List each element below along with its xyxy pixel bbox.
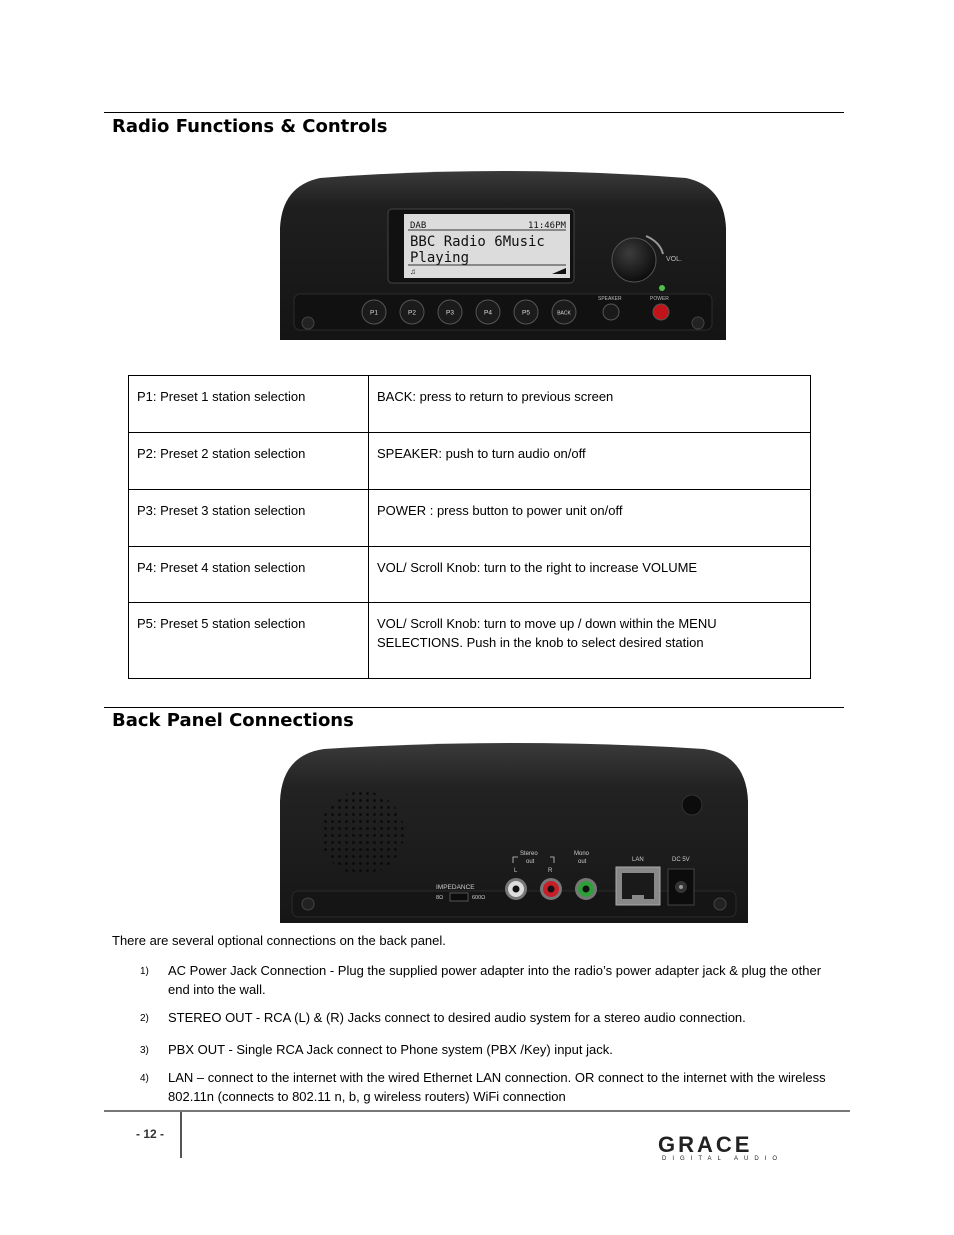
list-number: 3)	[140, 1045, 149, 1056]
table-cell: SPEAKER: push to turn audio on/off	[369, 433, 811, 490]
list-text: AC Power Jack Connection - Plug the supplied power adapter into the radio’s power adapter jack & plug the other end into the wall.	[168, 963, 822, 997]
lcd-line2: Playing	[410, 250, 470, 266]
intro-paragraph: There are several optional connections on the back panel.	[112, 933, 446, 948]
screw-hole	[682, 795, 702, 815]
section-heading-radio: Radio Functions & Controls	[112, 116, 388, 137]
mono-label: Mono	[574, 851, 590, 857]
controls-table	[128, 375, 811, 679]
list-item	[140, 961, 840, 999]
list-text: PBX OUT - Single RCA Jack connect to Phone system (PBX /Key) input jack.	[168, 1042, 613, 1057]
preset-button-label: P2	[408, 309, 416, 317]
preset-button-label: P5	[522, 309, 530, 317]
impedance-switch[interactable]	[450, 893, 468, 901]
speaker-label: SPEAKER	[598, 296, 622, 302]
section-heading-back: Back Panel Connections	[112, 710, 354, 731]
volume-knob[interactable]	[612, 238, 656, 282]
rca-jack-left[interactable]	[505, 878, 527, 900]
preset-button-label: BACK	[557, 310, 571, 317]
table-cell: VOL/ Scroll Knob: turn to the right to increase VOLUME	[369, 547, 811, 603]
lan-label: LAN	[632, 857, 644, 863]
power-label: POWER	[650, 296, 669, 302]
table-cell: VOL/ Scroll Knob: turn to move up / down within the MENU SELECTIONS. Push in the knob to select desired station	[369, 603, 811, 679]
list-number: 2)	[140, 1013, 149, 1024]
preset-button-label: P1	[370, 309, 378, 317]
table-row	[129, 433, 811, 490]
logo-sub: DIGITAL AUDIO	[662, 1156, 784, 1162]
mono-out-label: out	[578, 859, 587, 865]
right-label: R	[548, 868, 553, 874]
stereo-label: Stereo	[520, 851, 538, 857]
table-cell: BACK: press to return to previous screen	[369, 376, 811, 433]
table-cell: P2: Preset 2 station selection	[129, 433, 369, 490]
table-cell: P5: Preset 5 station selection	[129, 603, 369, 679]
table-row	[129, 603, 811, 679]
list-text: STEREO OUT - RCA (L) & (R) Jacks connect to desired audio system for a stereo audio connection.	[168, 1010, 746, 1025]
lcd-status-icon: ♫	[410, 267, 416, 276]
lcd-line1: BBC Radio 6Music	[410, 234, 545, 250]
preset-button-label: P3	[446, 309, 454, 317]
top-rule	[104, 112, 844, 113]
footer-divider	[180, 1112, 182, 1158]
power-button[interactable]	[653, 304, 669, 320]
table-cell: P4: Preset 4 station selection	[129, 547, 369, 603]
table-row	[129, 376, 811, 433]
table-row	[129, 490, 811, 547]
radio-front-panel-image	[280, 168, 726, 340]
dc-label: DC 5V	[672, 857, 690, 863]
rca-jack-right[interactable]	[540, 878, 562, 900]
list-text: LAN – connect to the internet with the wired Ethernet LAN connection. OR connect to the internet with the wireless 802.11n (connects to 802.11 n, b, g wireless routers) WiFi connection	[168, 1070, 826, 1104]
table-cell: POWER : press button to power unit on/off	[369, 490, 811, 547]
list-number: 4)	[140, 1073, 149, 1084]
stereo-out-label: out	[526, 859, 535, 865]
table-row	[129, 547, 811, 603]
grace-digital-audio-logo	[656, 1132, 784, 1162]
preset-button-label: P4	[484, 309, 492, 317]
list-number: 1)	[140, 966, 149, 977]
page-number: - 12 -	[136, 1127, 165, 1141]
impedance-low-label: 8Ω	[436, 895, 444, 901]
lcd-time: 11:46PM	[528, 221, 566, 231]
lcd-mode: DAB	[410, 221, 427, 231]
radio-back-panel-image	[280, 741, 748, 923]
speaker-grille	[320, 791, 404, 875]
footer-rule	[104, 1110, 850, 1112]
list-item	[140, 1040, 840, 1059]
impedance-label: IMPEDANCE	[436, 884, 475, 891]
lan-port[interactable]	[616, 867, 660, 905]
list-item	[140, 1068, 840, 1106]
speaker-button[interactable]	[603, 304, 619, 320]
table-cell: P1: Preset 1 station selection	[129, 376, 369, 433]
rca-jack-mono[interactable]	[575, 878, 597, 900]
list-item	[140, 1008, 840, 1027]
table-cell: P3: Preset 3 station selection	[129, 490, 369, 547]
logo-word: GRACE	[658, 1132, 753, 1157]
impedance-high-label: 600Ω	[472, 895, 486, 901]
section-rule	[104, 707, 844, 708]
vol-label: VOL.	[666, 256, 682, 263]
dc-power-jack[interactable]	[668, 869, 694, 905]
left-label: L	[514, 868, 518, 874]
power-led	[659, 285, 665, 291]
